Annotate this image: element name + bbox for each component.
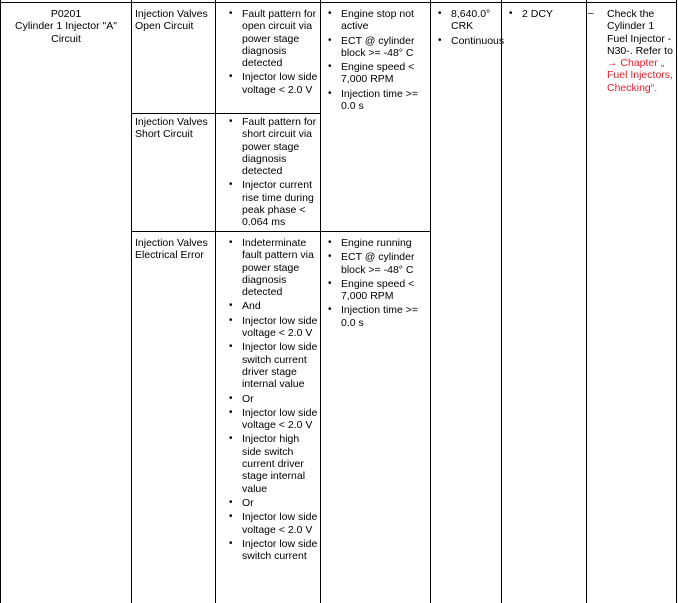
list-item: • Engine stop not active [325, 8, 425, 33]
list-item: • Or [226, 497, 320, 509]
list-item: • Fault pattern for open circuit via power stage diagnosis detected [226, 8, 320, 69]
chapter-link[interactable]: → Chapter „ Fuel Injectors, Checking“. [607, 57, 673, 94]
list-item: • Fault pattern for short circuit via power stage diagnosis detected [226, 116, 320, 177]
row-divider [131, 113, 320, 114]
list-item: • Injector low side voltage < 2.0 V [226, 511, 320, 536]
list-item: • Injector low side switch current driver stage internal value [226, 341, 320, 390]
list-item: • 2 DCY [506, 8, 584, 20]
list-item: • Injector low side voltage < 2.0 V [226, 315, 320, 340]
time-required-list [435, 8, 505, 49]
dtc-cell [1, 8, 131, 45]
list-item: • And [226, 300, 320, 312]
criteria-list-open-circuit [226, 8, 320, 98]
dtc-code: P0201 [50, 8, 82, 20]
column-divider [131, 0, 132, 603]
enable-conditions-b [325, 237, 425, 331]
list-item: • Engine speed < 7,000 RPM [325, 61, 425, 86]
column-divider [501, 0, 502, 603]
action-text: Check the Cylinder 1 Fuel Injector -N30-. Refer to [607, 8, 673, 57]
fault-name-open-circuit: Injection Valves Open Circuit [135, 8, 208, 33]
list-item: • Engine speed < 7,000 RPM [325, 278, 425, 303]
row-divider [131, 231, 430, 232]
list-item: • Injector low side voltage < 2.0 V [226, 71, 320, 96]
list-item: • ECT @ cylinder block >= -48° C [325, 251, 425, 276]
criteria-list-short-circuit [226, 116, 320, 231]
list-item: • Injection time >= 0.0 s [325, 88, 425, 113]
list-item: • Indeterminate fault pattern via power stage diagnosis detected [226, 237, 320, 298]
dtc-name: Cylinder 1 Injector "A" Circuit [15, 20, 117, 45]
list-item: • Injector high side switch current driver stage internal value [226, 433, 320, 494]
mil-illumination-list [506, 8, 584, 22]
list-item: • Injector current rise time during peak phase < 0.064 ms [226, 179, 320, 228]
fault-name-electrical-error: Injection Valves Electrical Error [135, 237, 208, 262]
list-item: • Injection time >= 0.0 s [325, 304, 425, 329]
table-border-left [0, 0, 1, 603]
column-divider [215, 0, 216, 603]
list-item: • Continuous [435, 35, 499, 47]
enable-conditions-a [325, 8, 425, 114]
list-item [586, 8, 676, 94]
criteria-list-electrical-error [226, 237, 320, 564]
list-item: • ECT @ cylinder block >= -48° C [325, 35, 425, 60]
column-divider [430, 0, 431, 603]
table-border-right [676, 0, 677, 603]
list-item: • 8,640.0° CRK [435, 8, 499, 33]
list-item: • Injector low side voltage < 2.0 V [226, 407, 320, 432]
list-item: • Engine running [325, 237, 425, 249]
column-divider [320, 0, 321, 603]
action-list [586, 8, 676, 96]
list-item: • Injector low side switch current [226, 538, 320, 563]
fault-name-short-circuit: Injection Valves Short Circuit [135, 116, 208, 141]
list-item: • Or [226, 393, 320, 405]
table-border-top [0, 2, 677, 3]
